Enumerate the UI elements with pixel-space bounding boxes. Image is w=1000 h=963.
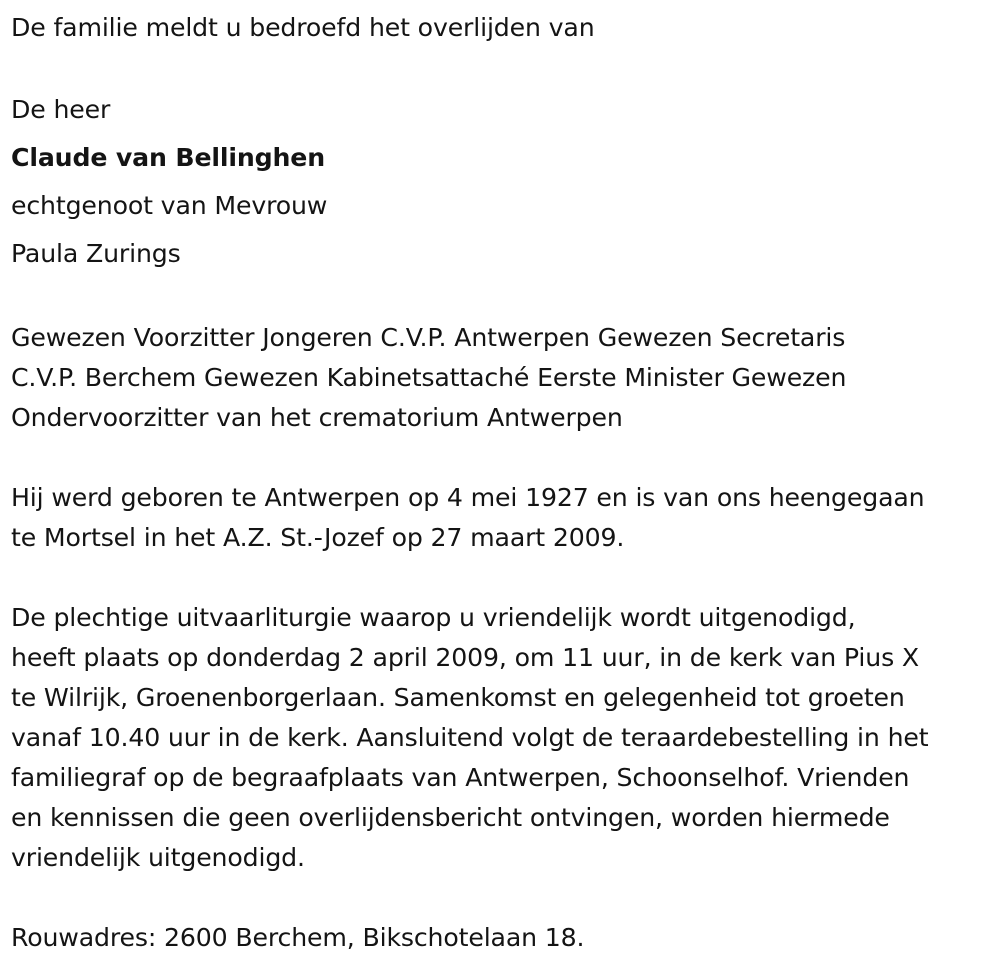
spacer [11,878,996,918]
funeral-line: vanaf 10.40 uur in de kerk. Aansluitend volgt de teraardebestelling in het [11,723,929,752]
spacer [11,278,996,318]
funeral-line: familiegraf op de begraafplaats van Antwerpen, Schoonselhof. Vrienden [11,763,910,792]
spacer [11,438,996,478]
spacer [11,558,996,598]
death-notice [11,8,996,958]
spouse-line: echtgenoot van Mevrouw [11,191,328,220]
funeral-line: vriendelijk uitgenodigd. [11,843,305,872]
birth-death-paragraph [11,478,996,558]
funeral-line: te Wilrijk, Groenenborgerlaan. Samenkomst en gelegenheid tot groeten [11,683,905,712]
mourning-address: Rouwadres: 2600 Berchem, Bikschotelaan 18. [11,923,585,952]
functions-line: Gewezen Voorzitter Jongeren C.V.P. Antwerpen Gewezen Secretaris [11,323,846,352]
birth-death-line: Hij werd geboren te Antwerpen op 4 mei 1927 en is van ons heengegaan [11,483,925,512]
funeral-paragraph [11,598,996,878]
functions-paragraph [11,318,996,438]
funeral-line: en kennissen die geen overlijdensbericht ontvingen, worden hiermede [11,803,890,832]
birth-death-line: te Mortsel in het A.Z. St.-Jozef op 27 maart 2009. [11,523,625,552]
intro-text: De familie meldt u bedroefd het overlijden van [11,13,595,42]
funeral-line: heeft plaats op donderdag 2 april 2009, om 11 uur, in de kerk van Pius X [11,643,920,672]
spouse-name: Paula Zurings [11,239,181,268]
funeral-line: De plechtige uitvaarliturgie waarop u vriendelijk wordt uitgenodigd, [11,603,856,632]
functions-line: Ondervoorzitter van het crematorium Antwerpen [11,403,623,432]
honorific-title: De heer [11,95,111,124]
deceased-name: Claude van Bellinghen [11,143,325,172]
functions-line: C.V.P. Berchem Gewezen Kabinetsattaché Eerste Minister Gewezen [11,363,847,392]
